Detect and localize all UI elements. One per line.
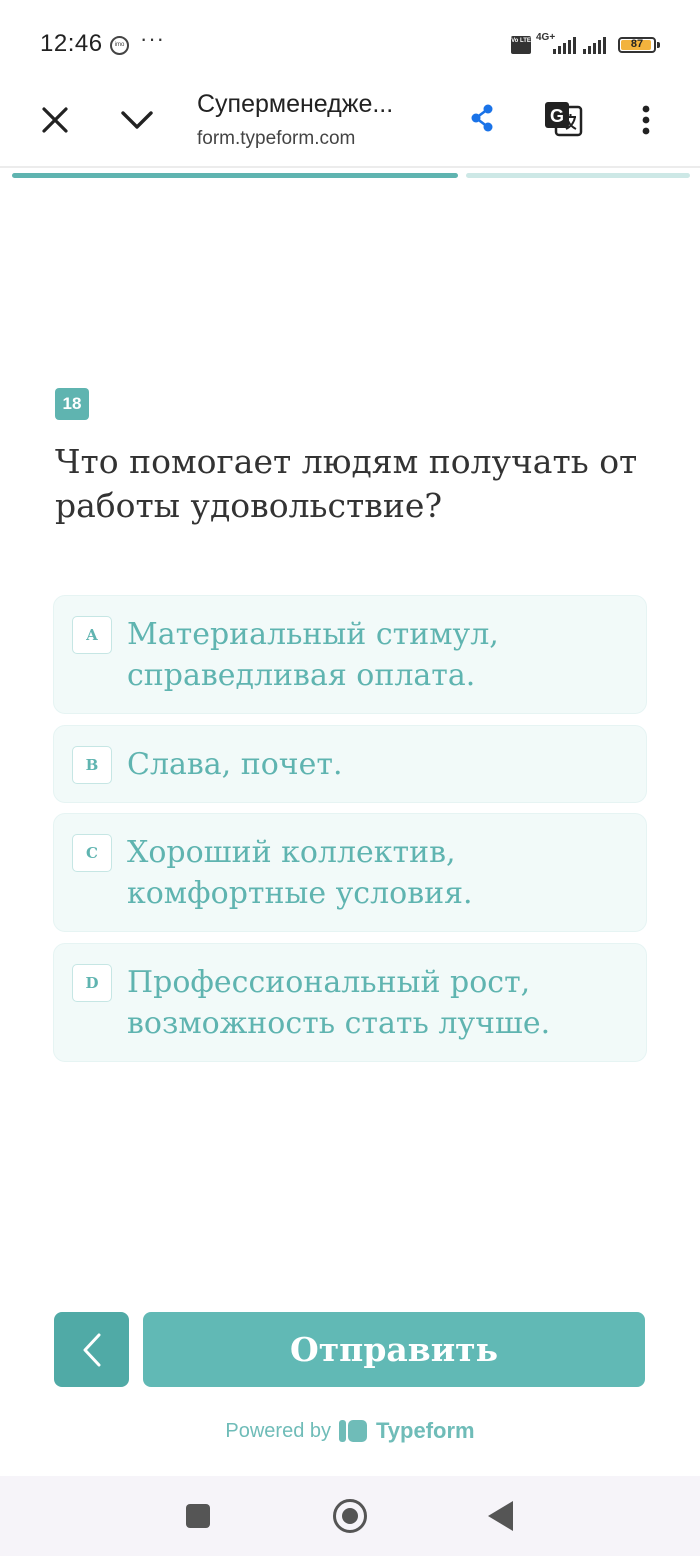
volte-icon: Vo LTE xyxy=(511,36,531,54)
chevron-down-icon xyxy=(120,109,154,131)
powered-by-link[interactable] xyxy=(0,1416,700,1446)
option-text-a: Материальный стимул, справедливая оплата. xyxy=(127,617,499,693)
back-nav-button[interactable] xyxy=(488,1501,513,1531)
battery-nub xyxy=(657,42,660,48)
page-url: form.typeform.com xyxy=(197,128,356,149)
more-vert-icon xyxy=(641,105,651,135)
page-title: Суперменедже... xyxy=(197,90,394,118)
close-button[interactable] xyxy=(30,98,80,142)
network-type: 4G+ xyxy=(536,32,556,43)
more-menu-button[interactable] xyxy=(628,98,664,142)
progress-bar-fill xyxy=(12,173,458,178)
svg-text:G: G xyxy=(549,106,565,126)
answer-option-b[interactable] xyxy=(53,725,647,803)
answer-option-d[interactable] xyxy=(53,943,647,1062)
share-icon xyxy=(469,104,495,132)
collapse-button[interactable] xyxy=(112,98,162,142)
battery-level: 87 xyxy=(630,38,644,50)
status-bar xyxy=(0,0,700,88)
progress-bar-track xyxy=(466,173,690,178)
signal-icon xyxy=(553,36,576,54)
back-button[interactable] xyxy=(54,1312,129,1387)
translate-button[interactable] xyxy=(540,96,586,142)
option-key-d: D xyxy=(72,964,112,1002)
share-button[interactable] xyxy=(462,98,502,138)
status-time: 12:46 xyxy=(40,30,103,57)
option-text-b: Слава, почет. xyxy=(127,747,343,782)
option-key-a: A xyxy=(72,616,112,654)
battery-icon xyxy=(618,37,656,53)
option-key-b: B xyxy=(72,746,112,784)
more-notifications-icon: ··· xyxy=(140,26,165,51)
option-text-d: Профессиональный рост, возможность стать лучше. xyxy=(127,965,551,1041)
home-button[interactable] xyxy=(333,1499,367,1533)
submit-button[interactable]: Отправить xyxy=(143,1312,645,1387)
typeform-brand: Typeform xyxy=(376,1418,475,1443)
option-text-c: Хороший коллектив, комфортные условия. xyxy=(127,835,473,911)
answer-option-c[interactable] xyxy=(53,813,647,932)
translate-icon xyxy=(543,100,583,138)
recents-button[interactable] xyxy=(186,1504,210,1528)
signal-icon-2 xyxy=(583,36,606,54)
toolbar-divider xyxy=(0,166,700,168)
question-text: Что помогает людям получать от работы удовольствие? xyxy=(55,442,638,525)
imo-notification-icon: imo xyxy=(110,36,129,55)
answer-option-a[interactable] xyxy=(53,595,647,714)
question-number-badge: 18 xyxy=(55,388,89,420)
chevron-left-icon xyxy=(81,1332,103,1368)
typeform-logo-icon xyxy=(339,1420,367,1442)
close-icon xyxy=(41,106,69,134)
powered-by-label: Powered by xyxy=(225,1419,331,1442)
browser-toolbar xyxy=(0,88,700,166)
option-key-c: C xyxy=(72,834,112,872)
system-navigation-bar xyxy=(0,1476,700,1556)
